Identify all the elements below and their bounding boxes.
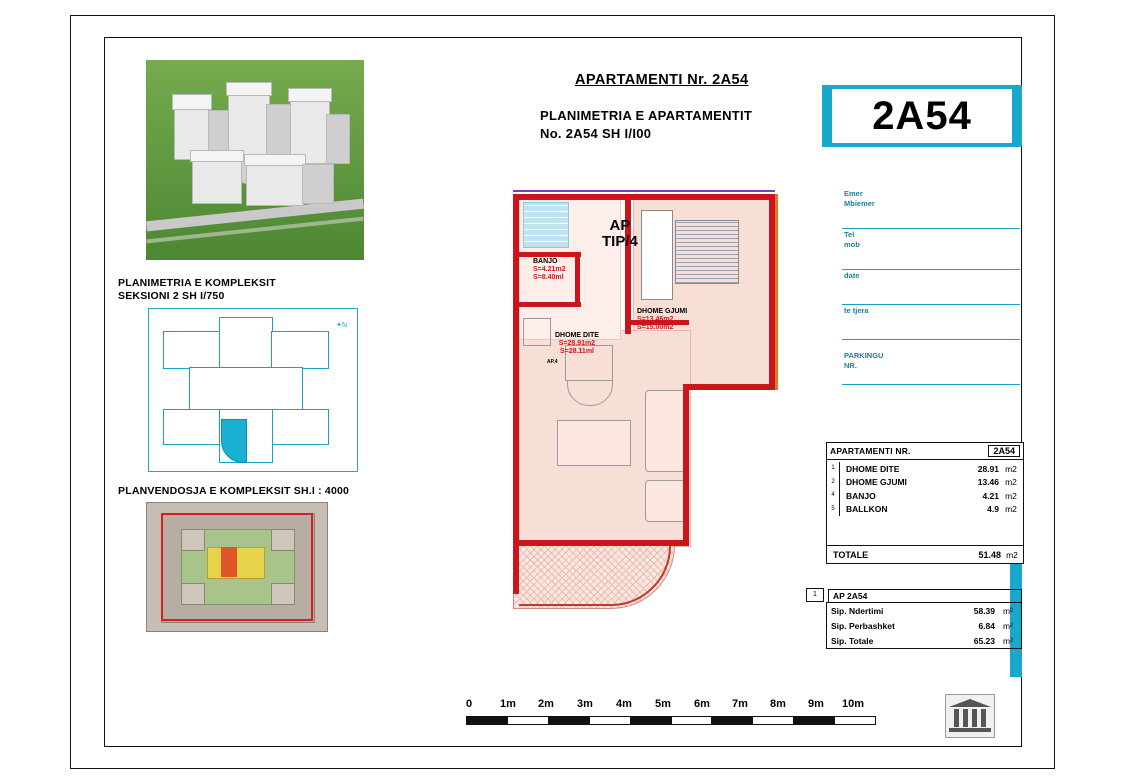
logo-roof-icon [949, 699, 991, 707]
row-name: BALLKON [846, 504, 888, 515]
table-row [827, 462, 1023, 476]
scale-tick: 2m [538, 698, 554, 710]
form-label-line2: mob [844, 239, 860, 249]
room-name: DHOME DITE [555, 332, 599, 339]
scale-tick: 1m [500, 698, 516, 710]
surfaces-table-index: 1 [806, 588, 824, 602]
complex-3d-render [146, 60, 364, 260]
scale-segment [835, 717, 875, 724]
scale-tick: 8m [770, 698, 786, 710]
scale-segment [672, 717, 713, 724]
row-value: 65.23 [973, 635, 995, 646]
surfaces-table-header [806, 588, 1022, 602]
scale-segment [590, 717, 631, 724]
room-name: BANJO [533, 258, 558, 265]
render-building [246, 160, 304, 206]
form-field-phone[interactable] [842, 229, 1020, 270]
site-plan-title [118, 485, 349, 498]
render-building [190, 150, 244, 162]
room-area-m2: S=13.46m2 [637, 316, 674, 323]
scale-bar [466, 716, 876, 725]
bathroom-tiles [523, 202, 569, 248]
render-building [326, 114, 350, 164]
areas-table-header [827, 443, 1023, 460]
row-value: 13.46 [977, 477, 999, 488]
apartment-badge [822, 85, 1022, 147]
row-name: Sip. Totale [831, 635, 874, 646]
row-unit: m² [1003, 605, 1013, 616]
plan-marker-label: AP.4 [547, 359, 558, 365]
scale-segment [753, 717, 794, 724]
room-area-ml: S=8.40ml [533, 274, 564, 281]
wall-bath-side [575, 252, 580, 304]
row-value: 4.21 [982, 490, 999, 501]
areas-table-body [827, 460, 1023, 519]
scale-segment [712, 717, 753, 724]
areas-table-spacer [827, 519, 1023, 541]
form-field-parking[interactable] [842, 350, 1020, 385]
table-row [827, 476, 1023, 490]
form-label-line2: NR. [844, 360, 857, 370]
render-building [226, 82, 272, 96]
plan-type-label [602, 218, 638, 250]
furniture-sofa [645, 390, 687, 472]
form-label-line1: Emer [844, 189, 863, 198]
apartment-badge-text: 2A54 [872, 93, 972, 138]
row-value: 58.39 [973, 605, 995, 616]
render-building [244, 154, 306, 166]
scale-ticks [466, 698, 886, 712]
page-subtitle-1: PLANIMETRIA E APARTAMENTIT [540, 108, 753, 123]
room-label-bedroom [637, 308, 687, 332]
keyplan-north-marker: ✦N [336, 322, 347, 329]
row-value: 4.9 [987, 504, 999, 515]
scale-tick: 7m [732, 698, 748, 710]
kitchen-hatch [675, 220, 739, 284]
keyplan-block [219, 317, 273, 369]
apartment-badge-inner [832, 89, 1012, 143]
table-row [827, 603, 1021, 618]
row-index: 4 [827, 489, 840, 503]
room-area-m2: S=28.91m2 [558, 340, 596, 347]
row-unit: m² [1003, 635, 1013, 646]
surfaces-table-body [826, 602, 1022, 649]
complex-plan-title [118, 277, 276, 303]
row-value: 28.91 [977, 463, 999, 474]
room-name: DHOME GJUMI [637, 308, 688, 315]
scale-segment [631, 717, 672, 724]
areas-table-header-label: APARTAMENTI NR. [830, 446, 911, 456]
scale-bar-labels [466, 698, 886, 712]
room-label-bathroom [533, 258, 566, 282]
wall-partition-vertical [625, 194, 631, 334]
site-plan-image [146, 502, 328, 632]
form-field-other[interactable] [842, 305, 1020, 340]
wall-top [513, 194, 775, 200]
site-plan-title-text: PLANVENDOSJA E KOMPLEKSIT SH.I : 4000 [118, 485, 350, 497]
room-area-ml: S=28.11ml [559, 348, 594, 355]
areas-table-total [827, 545, 1023, 563]
plan-stair-symbol [523, 318, 551, 346]
siteplan-building [181, 529, 205, 551]
wall-outline-accent [775, 194, 778, 390]
plan-type-line2: TIP/4 [602, 233, 638, 250]
siteplan-boundary-line [161, 513, 163, 621]
row-value: 6.84 [978, 620, 995, 631]
wall-inner-right [683, 384, 775, 390]
client-info-form [842, 188, 1020, 385]
areas-table [826, 442, 1024, 564]
render-building [172, 94, 212, 110]
siteplan-building [271, 529, 295, 551]
row-name: DHOME GJUMI [846, 477, 907, 488]
row-unit: m2 [1005, 490, 1017, 501]
form-field-name-label [844, 189, 875, 208]
table-row [827, 503, 1023, 517]
siteplan-building [271, 583, 295, 605]
siteplan-boundary-line [161, 513, 313, 515]
room-label-living [555, 332, 599, 356]
section-key-plan [148, 308, 358, 472]
form-field-parking-label [844, 351, 883, 370]
complex-plan-title-line2: SEKSIONI 2 SH I/750 [118, 290, 225, 302]
company-logo [945, 694, 995, 738]
logo-column-icon [981, 709, 986, 727]
logo-base-icon [949, 728, 991, 732]
room-area-ml: S=15.00m2 [637, 324, 674, 331]
form-field-date-label: date [844, 271, 860, 280]
scale-segment [794, 717, 835, 724]
logo-column-icon [954, 709, 959, 727]
row-name: BANJO [846, 490, 876, 501]
scale-tick: 9m [808, 698, 824, 710]
keyplan-block [271, 409, 329, 445]
surfaces-table [806, 588, 1022, 649]
row-index: 1 [827, 462, 840, 476]
apartment-floor-plan [505, 190, 790, 610]
siteplan-selected-unit [221, 547, 237, 577]
render-building [288, 88, 332, 102]
render-building [302, 164, 334, 204]
room-area-m2: S=4.21m2 [533, 266, 566, 273]
siteplan-building [181, 583, 205, 605]
complex-plan-title-line1: PLANIMETRIA E KOMPLEKSIT [118, 277, 276, 289]
keyplan-block [189, 367, 303, 411]
row-index: 5 [827, 503, 840, 517]
plan-guide-line [513, 190, 775, 192]
furniture-armchair [645, 480, 687, 522]
form-field-phone-label [844, 230, 860, 249]
kitchen-counter [641, 210, 673, 300]
row-index: 2 [827, 476, 840, 490]
scale-tick: 4m [616, 698, 632, 710]
render-building [192, 156, 242, 204]
scale-tick: 6m [694, 698, 710, 710]
areas-table-header-value: 2A54 [988, 445, 1020, 457]
row-name: Sip. Perbashket [831, 620, 895, 631]
wall-bath [519, 252, 581, 257]
table-row [827, 633, 1021, 648]
page-subtitle-2: No. 2A54 SH I/I00 [540, 126, 652, 141]
scale-tick: 5m [655, 698, 671, 710]
surfaces-table-title: AP 2A54 [828, 589, 1022, 602]
row-unit: m2 [1005, 504, 1017, 515]
total-unit: m2 [1006, 549, 1018, 560]
siteplan-boundary-line [311, 513, 313, 621]
logo-column-icon [963, 709, 968, 727]
row-unit: m² [1003, 620, 1013, 631]
table-row [827, 618, 1021, 633]
scale-tick: 0 [466, 698, 473, 710]
row-unit: m2 [1005, 463, 1017, 474]
form-label-line1: PARKINGU [844, 351, 884, 360]
form-field-date[interactable] [842, 270, 1020, 305]
keyplan-block [271, 331, 329, 369]
scale-tick: 3m [577, 698, 593, 710]
furniture-table [557, 420, 631, 466]
table-row [827, 489, 1023, 503]
scale-segment [467, 717, 508, 724]
form-field-other-label: te tjera [844, 306, 869, 315]
scale-segment [508, 717, 549, 724]
form-label-line2: Mbiemer [844, 198, 875, 208]
siteplan-boundary-line [161, 619, 313, 621]
wall-right-lower [683, 384, 689, 546]
keyplan-block [163, 331, 221, 369]
scale-segment [549, 717, 590, 724]
keyplan-block [163, 409, 221, 445]
row-name: DHOME DITE [846, 463, 900, 474]
wall-bath-bottom [519, 302, 581, 307]
row-name: Sip. Ndertimi [831, 605, 884, 616]
logo-column-icon [972, 709, 977, 727]
plan-type-line1: AP [609, 217, 631, 234]
page-title: APARTAMENTI Nr. 2A54 [575, 72, 749, 88]
row-unit: m2 [1005, 477, 1017, 488]
total-label: TOTALE [833, 549, 869, 560]
scale-tick: 10m [842, 698, 865, 710]
form-label-line1: Tel [844, 230, 855, 239]
form-field-name[interactable] [842, 188, 1020, 229]
total-value: 51.48 [978, 549, 1001, 560]
